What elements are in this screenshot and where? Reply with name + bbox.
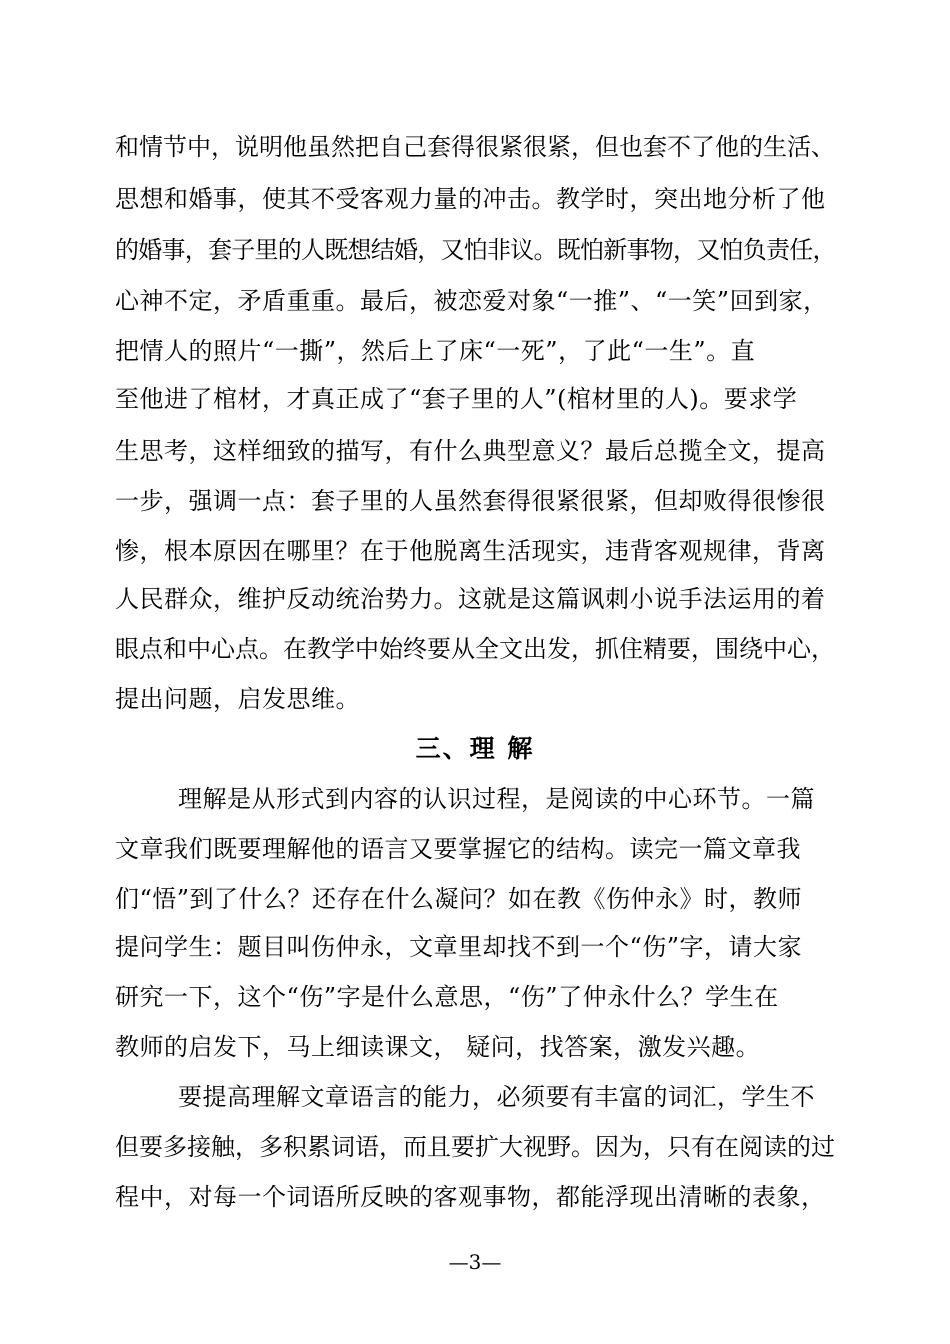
paragraph-2-line-1: 理解是从形式到内容的认识过程，是阅读的中心环节。一篇 [178, 785, 815, 813]
paragraph-1-line-2: 思想和婚事，使其不受客观力量的冲击。教学时，突出地分析了他 [115, 185, 826, 213]
paragraph-2-line-2: 文章我们既要理解他的语言又要掌握它的结构。读完一篇文章我 [115, 835, 801, 863]
paragraph-3-line-2: 但要多接触，多积累词语，而且要扩大视野。因为，只有在阅读的过 [115, 1133, 835, 1161]
section-heading: 三、理 解 [415, 734, 535, 763]
paragraph-1-line-10: 人民群众，维护反动统治势力。这就是这篇讽刺小说手法运用的着 [115, 585, 826, 613]
paragraph-2-line-6: 教师的启发下，马上细读课文， 疑问，找答案，激发兴趣。 [115, 1033, 761, 1061]
paragraph-1-line-12: 提出问题，启发思维。 [115, 685, 360, 713]
paragraph-2-line-5: 研究一下，这个“伤”字是什么意思，“伤”了仲永什么？学生在 [115, 983, 779, 1011]
paragraph-3-line-3: 程中，对每一个词语所反映的客观事物，都能浮现出清晰的表象， [115, 1183, 826, 1211]
paragraph-1-line-6: 至他进了棺材，才真正成了“套子里的人”(棺材里的人)。要求学 [115, 385, 798, 413]
page-number: —3— [448, 1250, 502, 1274]
paragraph-1-line-1: 和情节中，说明他虽然把自己套得很紧很紧，但也套不了他的生活、 [115, 133, 835, 161]
paragraph-1-line-11: 眼点和中心点。在教学中始终要从全文出发，抓住精要，围绕中心， [115, 635, 835, 663]
paragraph-2-line-3: 们“悟”到了什么？还存在什么凝问？如在教《伤仲永》时，教师 [115, 885, 803, 913]
paragraph-1-line-5: 把情人的照片“一撕”，然后上了床“一死”，了此“一生”。直 [115, 337, 756, 365]
paragraph-1-line-8: 一步，强调一点：套子里的人虽然套得很紧很紧，但却败得很惨很 [115, 487, 826, 515]
paragraph-1-line-4: 心神不定，矛盾重重。最后，被恋爱对象“一推”、“一笑”回到家， [115, 287, 828, 315]
paragraph-1-line-9: 惨，根本原因在哪里？在于他脱离生活现实，违背客观规律，背离 [115, 537, 826, 565]
paragraph-2-line-4: 提问学生：题目叫伤仲永，文章里却找不到一个“伤”字，请大家 [115, 933, 803, 961]
paragraph-1-line-3: 的婚事，套子里的人既想结婚，又怕非议。既怕新事物，又怕负责任， [115, 236, 836, 264]
paragraph-1-line-7: 生思考，这样细致的描写，有什么典型意义？最后总揽全文，提高 [115, 437, 826, 465]
paragraph-3-line-1: 要提高理解文章语言的能力，必须要有丰富的词汇，学生不 [178, 1083, 815, 1111]
